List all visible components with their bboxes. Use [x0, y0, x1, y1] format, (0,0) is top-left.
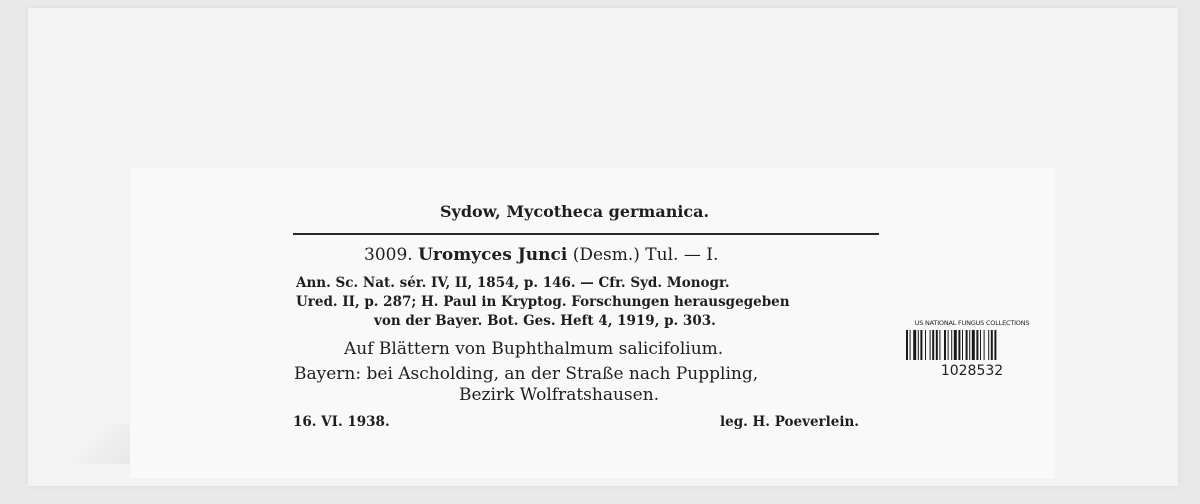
species-line — [364, 247, 718, 264]
reference-line-1: Ann. Sc. Nat. sér. IV, II, 1854, p. 146. — Cfr. Syd. Monogr. — [296, 275, 730, 291]
barcode-header: US NATIONAL FUNGUS COLLECTIONS — [914, 319, 1030, 327]
label-title: Sydow, Mycotheca germanica. — [440, 202, 710, 221]
collection-date: 16. VI. 1938. — [293, 414, 390, 430]
species-authority: (Desm.) Tul. — I. — [572, 245, 719, 265]
locality-line-2: Bezirk Wolfratshausen. — [459, 385, 660, 405]
locality-line-1: Bayern: bei Ascholding, an der Straße nach Puppling, — [294, 364, 759, 384]
barcode-image — [906, 330, 1038, 360]
collector: leg. H. Poeverlein. — [720, 414, 860, 430]
paper-shadow — [60, 424, 130, 464]
host-line: Auf Blättern von Buphthalmum salicifolium. — [344, 339, 724, 359]
barcode-number: 1028532 — [940, 363, 1004, 379]
title-divider — [293, 233, 879, 235]
species-name: Uromyces Junci — [418, 245, 568, 265]
exsiccata-number: 3009. — [364, 245, 413, 265]
barcode-label — [898, 316, 1046, 380]
reference-line-2: Ured. II, p. 287; H. Paul in Kryptog. Forschungen herausgegeben — [296, 294, 790, 310]
reference-line-3: von der Bayer. Bot. Ges. Heft 4, 1919, p. 303. — [374, 313, 716, 329]
